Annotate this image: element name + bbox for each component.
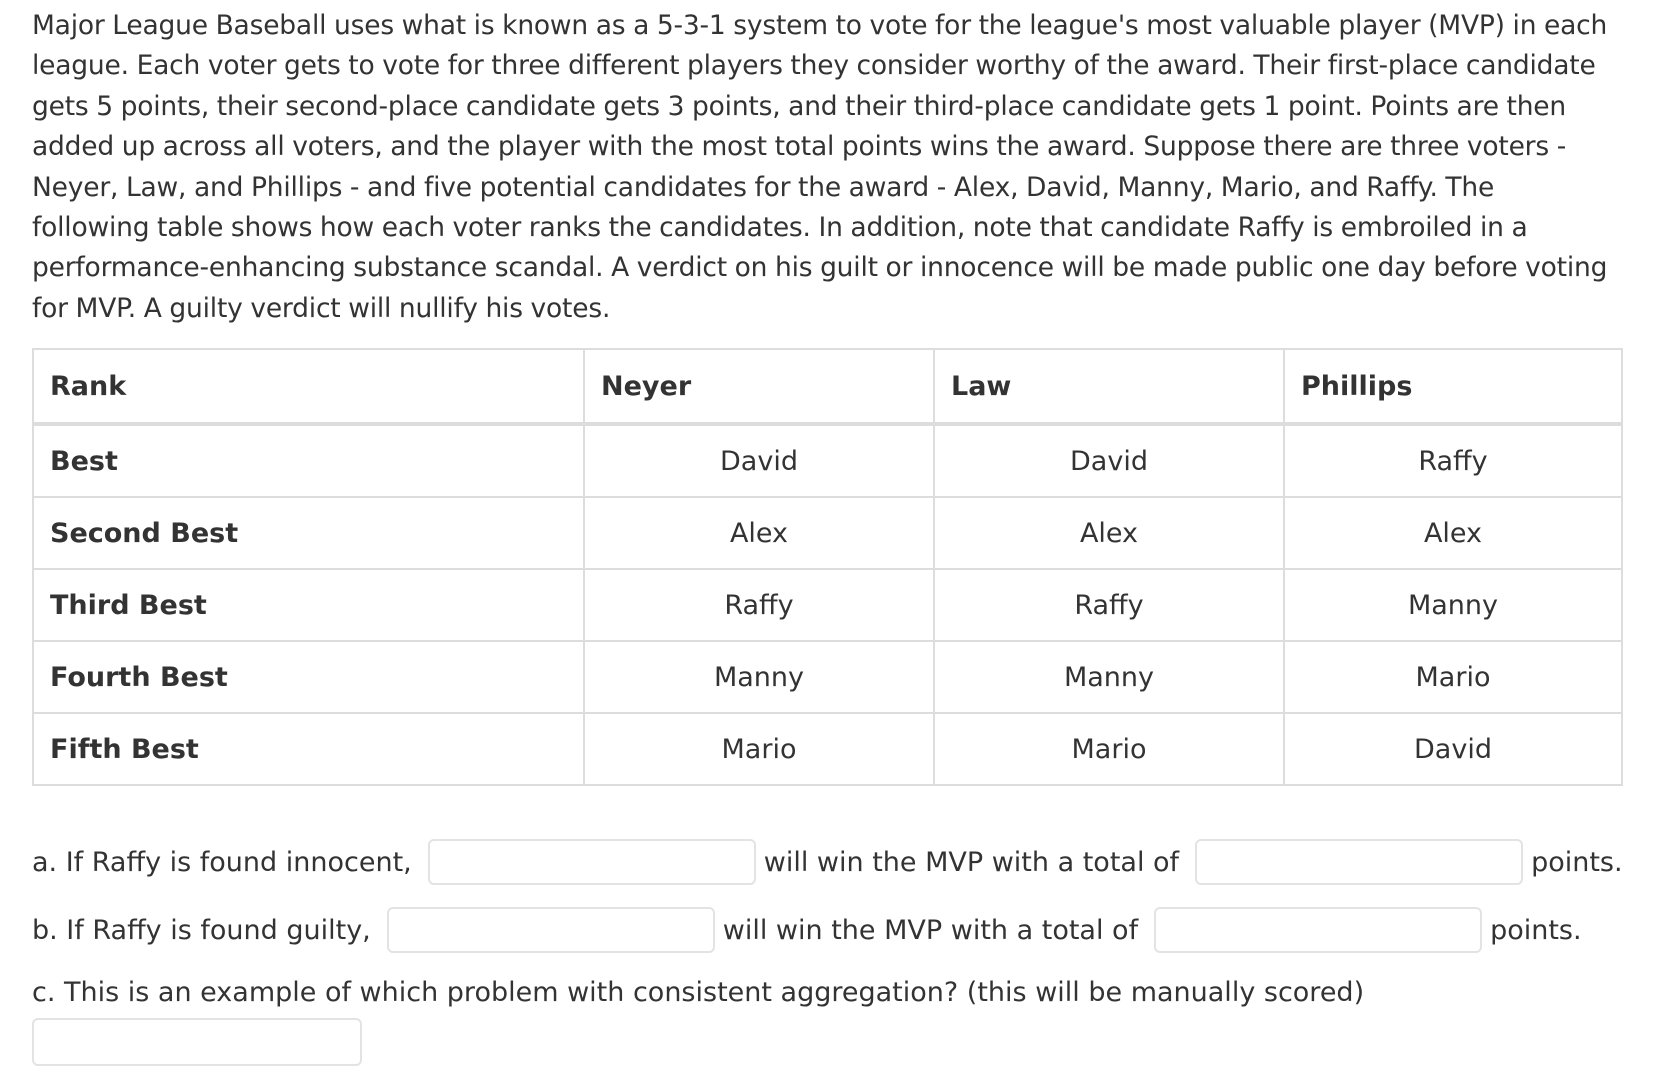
question-b-points-input[interactable] [1154, 907, 1482, 953]
question-a-prefix: a. If Raffy is found innocent, [32, 846, 412, 878]
problem-description [32, 6, 1632, 329]
description-line: for MVP. A guilty verdict will nullify his votes. [32, 292, 611, 324]
question-a [32, 839, 1623, 885]
table-row [33, 497, 1622, 569]
rank-label: Second Best [33, 497, 584, 569]
table-row [33, 424, 1622, 497]
question-a-middle: will win the MVP with a total of [763, 846, 1180, 878]
question-c-prompt: c. This is an example of which problem with consistent aggregation? (this will be manually scored) [32, 977, 1365, 1008]
rank-label: Third Best [33, 569, 584, 641]
table-row [33, 569, 1622, 641]
table-row [33, 641, 1622, 713]
rank-label: Best [33, 424, 584, 497]
question-b-player-input[interactable] [387, 907, 715, 953]
question-a-points-input[interactable] [1195, 839, 1523, 885]
neyer-cell: Alex [584, 497, 934, 569]
voter-ranking-table [32, 348, 1623, 786]
description-line: performance-enhancing substance scandal. A verdict on his guilt or innocence will be made public one day before voting [32, 252, 1608, 284]
law-cell: David [934, 424, 1284, 497]
description-line: Major League Baseball uses what is known as a 5-3-1 system to vote for the league's most valuable player (MVP) in each [32, 10, 1608, 41]
question-a-suffix: points. [1531, 846, 1623, 878]
table-row [33, 713, 1622, 785]
law-cell: Mario [934, 713, 1284, 785]
law-cell: Alex [934, 497, 1284, 569]
rank-label: Fourth Best [33, 641, 584, 713]
question-b [32, 907, 1582, 953]
description-line: Neyer, Law, and Phillips - and five potential candidates for the award - Alex, David, Manny, Mario, and Raffy. The [32, 171, 1495, 203]
table-body [33, 424, 1622, 785]
question-b-prefix: b. If Raffy is found guilty, [32, 914, 371, 946]
phillips-cell: Mario [1284, 641, 1622, 713]
question-b-suffix: points. [1490, 914, 1582, 946]
phillips-cell: Raffy [1284, 424, 1622, 497]
phillips-cell: Manny [1284, 569, 1622, 641]
law-cell: Raffy [934, 569, 1284, 641]
phillips-cell: David [1284, 713, 1622, 785]
header-row [33, 349, 1622, 424]
table-header [33, 349, 1622, 424]
rank-label: Fifth Best [33, 713, 584, 785]
question-b-middle: will win the MVP with a total of [722, 914, 1139, 946]
phillips-cell: Alex [1284, 497, 1622, 569]
header-phillips: Phillips [1284, 349, 1622, 424]
question-c-answer-input[interactable] [32, 1018, 362, 1066]
neyer-cell: Manny [584, 641, 934, 713]
question-a-player-input[interactable] [428, 839, 756, 885]
description-line: following table shows how each voter ranks the candidates. In addition, note that candidate Raffy is embroiled in a [32, 212, 1528, 244]
header-neyer: Neyer [584, 349, 934, 424]
neyer-cell: Raffy [584, 569, 934, 641]
header-law: Law [934, 349, 1284, 424]
description-line: league. Each voter gets to vote for three different players they consider worthy of the award. Their first-place candidate [32, 50, 1596, 82]
neyer-cell: Mario [584, 713, 934, 785]
description-line: added up across all voters, and the player with the most total points wins the award. Suppose there are three voters - [32, 131, 1567, 163]
neyer-cell: David [584, 424, 934, 497]
description-line: gets 5 points, their second-place candidate gets 3 points, and their third-place candidate gets 1 point. Points are then [32, 90, 1567, 122]
header-rank: Rank [33, 349, 584, 424]
law-cell: Manny [934, 641, 1284, 713]
